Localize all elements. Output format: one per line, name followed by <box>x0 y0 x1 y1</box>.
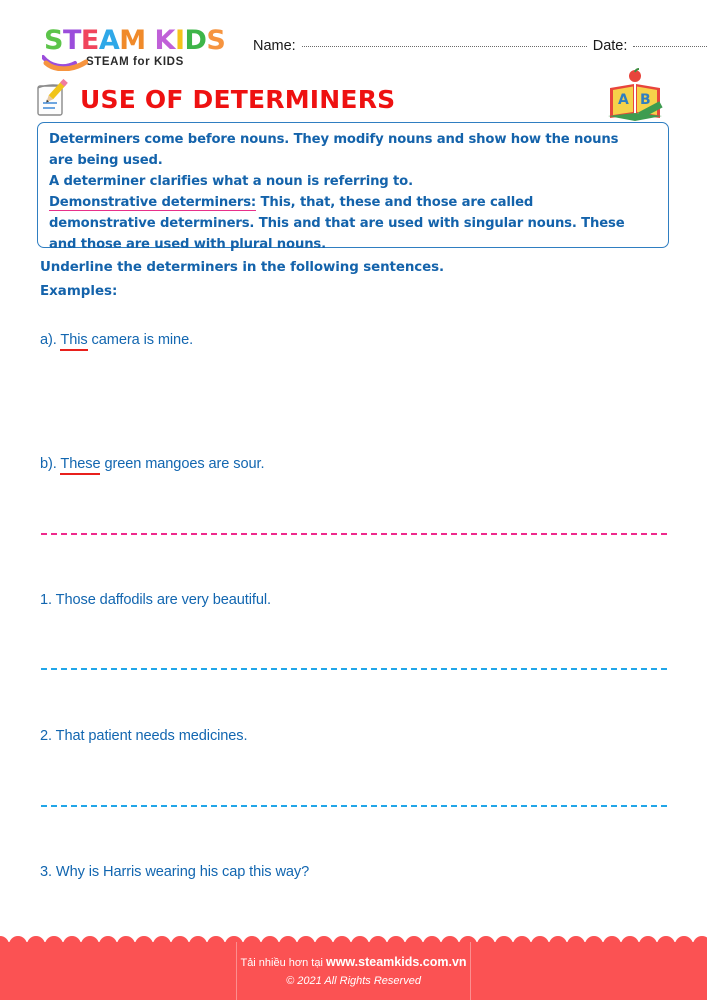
logo-letter-8: D <box>184 25 207 56</box>
title-row <box>0 80 707 122</box>
svg-text:B: B <box>640 92 651 108</box>
separator-rule-2 <box>41 668 667 670</box>
logo-letter-9: S <box>206 25 226 56</box>
demonstrative-line-2: demonstrative determiners. This and that are used with singular nouns. These <box>49 216 625 231</box>
instruction-text: Underline the determiners in the following sentences. <box>40 260 444 275</box>
question-item-2[interactable]: 2. That patient needs medicines. <box>40 728 248 744</box>
name-input-line[interactable] <box>302 46 587 47</box>
definition-line: A determiner clarifies what a noun is referring to. <box>49 174 413 189</box>
logo-letter-4: M <box>119 25 146 56</box>
example-rest: camera is mine. <box>87 332 194 348</box>
logo-wordmark <box>44 27 234 54</box>
page-footer <box>0 942 707 1000</box>
demonstrative-line-3: and those are used with plural nouns. <box>49 237 326 252</box>
demonstrative-text: This, that, these and those are called <box>256 195 534 210</box>
name-date-row <box>253 38 683 62</box>
demonstrative-line-1 <box>49 192 659 213</box>
logo-letter-1: T <box>62 25 81 56</box>
example-underlined-word: This <box>60 332 87 351</box>
definition-line: are being used. <box>49 153 163 168</box>
logo-letter-7: I <box>174 25 185 56</box>
logo-letter-0: S <box>44 25 63 56</box>
name-label: Name: <box>253 38 296 54</box>
footer-url[interactable]: www.steamkids.com.vn <box>325 955 467 969</box>
example-prefix: a). <box>40 332 61 348</box>
definition-line: Determiners come before nouns. They modify nouns and show how the nouns <box>49 132 619 147</box>
separator-rule-3 <box>41 805 667 807</box>
logo-letter-5 <box>146 27 155 54</box>
separator-rule-1 <box>41 533 667 535</box>
example-sentence-a <box>40 332 193 348</box>
question-item-1[interactable]: 1. Those daffodils are very beautiful. <box>40 592 271 608</box>
footer-text <box>0 954 707 989</box>
definition-box <box>37 122 669 252</box>
example-sentence-b <box>40 456 264 472</box>
examples-label: Examples: <box>40 284 118 299</box>
logo-swoosh-icon <box>42 53 88 71</box>
demonstrative-label: Demonstrative determiners: <box>49 195 257 210</box>
example-rest: green mangoes are sour. <box>100 456 265 472</box>
example-underlined-word: These <box>60 456 100 475</box>
pencil-notepad-icon <box>33 78 73 120</box>
date-input-line[interactable] <box>633 46 707 47</box>
logo-tagline: STEAM for KIDS <box>86 56 184 68</box>
footer-prefix: Tải nhiều hơn tại <box>240 957 326 969</box>
date-label: Date: <box>592 38 628 54</box>
scallop-edge-decoration <box>0 933 707 951</box>
question-item-3[interactable]: 3. Why is Harris wearing his cap this way? <box>40 864 310 880</box>
logo-letter-6: K <box>154 25 175 56</box>
example-prefix: b). <box>40 456 61 472</box>
page-title: USE OF DETERMINERS <box>80 85 396 114</box>
steam-kids-logo <box>44 27 234 68</box>
page-header <box>0 0 707 76</box>
logo-letter-3: A <box>98 25 120 56</box>
logo-letter-2: E <box>80 25 99 56</box>
footer-copyright: © 2021 All Rights Reserved <box>286 975 421 987</box>
abc-book-icon <box>604 68 666 126</box>
svg-text:A: A <box>618 92 629 108</box>
